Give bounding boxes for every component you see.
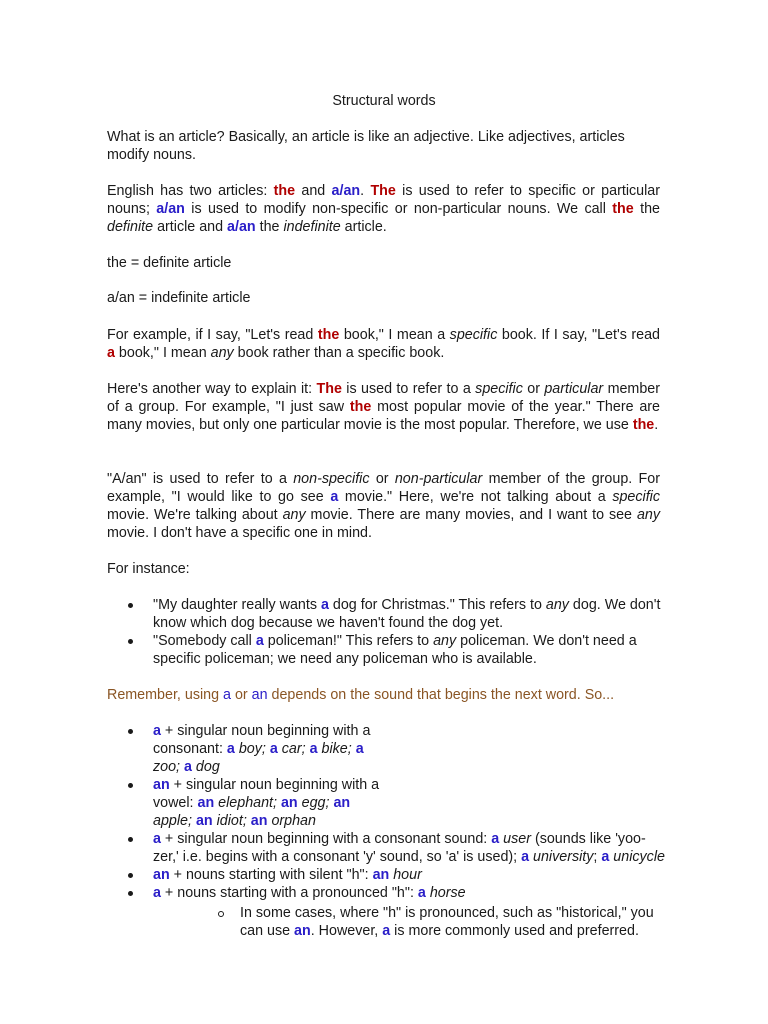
explanation-paragraph: Here's another way to explain it: The is used to refer to a specific or particular member of a group. For example, "I just saw the most popular movie of the year." There are many movies, but only one particular movie is the most popular. Therefore, we use the. bbox=[107, 381, 660, 433]
list-item: "My daughter really wants a dog for Christmas." This refers to any dog. We don't know which dog because we haven't found the dog yet. bbox=[107, 596, 667, 632]
remember-note: Remember, using a or an depends on the sound that begins the next word. So... bbox=[107, 687, 615, 703]
articles-paragraph: English has two articles: the and a/an. The is used to refer to specific or particular nouns; a/an is used to modify non-specific or non-particular nouns. We call the the definite article and a/an the indefinite article. bbox=[107, 183, 660, 235]
sub-list bbox=[153, 904, 667, 940]
list-item: a + singular noun beginning with a consonant: a boy; a car; a bike; a zoo; a dog bbox=[107, 722, 389, 776]
bullet-icon bbox=[128, 873, 133, 878]
list-item: an + singular noun beginning with a vowel: an elephant; an egg; an apple; an idiot; an orphan bbox=[107, 776, 389, 830]
bullet-icon bbox=[128, 837, 133, 842]
sub-list-item: In some cases, where "h" is pronounced, such as "historical," you can use an. However, a is more commonly used and preferred. bbox=[196, 904, 667, 940]
circle-bullet-icon bbox=[218, 911, 224, 917]
for-instance-label: For instance: bbox=[107, 561, 190, 577]
indefinite-paragraph: "A/an" is used to refer to a non-specific or non-particular member of the group. For example, "I would like to go see a movie." Here, we're not talking about a specific movie. We're talking about any movie. There are many movies, and I want to see any movie. I don't have a specific one in mind. bbox=[107, 471, 660, 541]
bullet-icon bbox=[128, 729, 133, 734]
bullet-icon bbox=[128, 783, 133, 788]
page-title: Structural words bbox=[332, 93, 436, 109]
rules-list bbox=[107, 722, 667, 940]
list-item: "Somebody call a policeman!" This refers to any policeman. We don't need a specific policeman; we need any policeman who is available. bbox=[107, 632, 667, 668]
indefinite-definition: a/an = indefinite article bbox=[107, 290, 251, 306]
bullet-icon bbox=[128, 603, 133, 608]
list-item: a + nouns starting with a pronounced "h": a horse In some cases, where "h" is pronounced, such as "historical," you can use an. However, a is more commonly used and preferred. bbox=[107, 884, 667, 940]
list-item: a + singular noun beginning with a consonant sound: a user (sounds like 'yoo-zer,' i.e. begins with a consonant 'y' sound, so 'a' is used); a university; a unicycle bbox=[107, 830, 667, 866]
example-paragraph: For example, if I say, "Let's read the book," I mean a specific book. If I say, "Let's read a book," I mean any book rather than a specific book. bbox=[107, 327, 660, 361]
example-list bbox=[107, 596, 667, 668]
list-item: an + nouns starting with silent "h": an hour bbox=[107, 866, 667, 884]
definite-definition: the = definite article bbox=[107, 255, 232, 271]
bullet-icon bbox=[128, 639, 133, 644]
intro-paragraph: What is an article? Basically, an article is like an adjective. Like adjectives, articles modify nouns. bbox=[107, 129, 625, 163]
bullet-icon bbox=[128, 891, 133, 896]
